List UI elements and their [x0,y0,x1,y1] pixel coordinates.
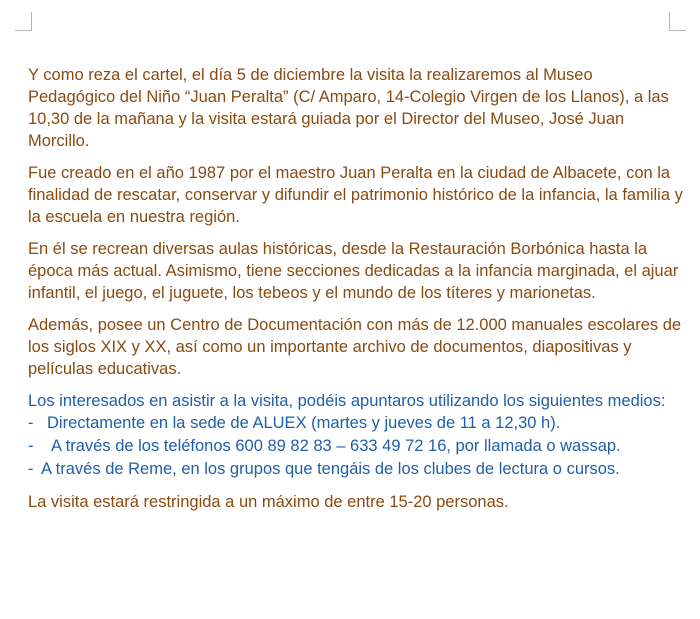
list-item-text: A través de los teléfonos 600 89 82 83 – 633 49 72 16, por llamada o wassap. [51,437,621,455]
list-item [28,458,683,481]
paragraph-visit-details: Y como reza el cartel, el día 5 de diciembre la visita la realizaremos al Museo Pedagógico del Niño “Juan Peralta” (C/ Amparo, 14-Colegio Virgen de los Llanos), a las 10,30 de la mañana y la visita estará guiada por el Director del Museo, José Juan Morcillo. [28,66,669,150]
list-item-text: A través de Reme, en los grupos que tengáis de los clubes de lectura o cursos. [41,460,620,478]
list-item-text: Directamente en la sede de ALUEX (martes y jueves de 11 a 12,30 h). [47,414,561,432]
paragraph-documentation-center: Además, posee un Centro de Documentación con más de 12.000 manuales escolares de los siglos XIX y XX, así como un importante archivo de documentos, diapositivas y películas educativas. [28,316,682,378]
list-bullet: - [28,460,34,478]
list-item [28,412,683,435]
page-corner-mark-right [669,12,686,31]
list-bullet: - [28,437,34,455]
paragraph-museum-origin: Fue creado en el año 1987 por el maestro Juan Peralta en la ciudad de Albacete, con la finalidad de rescatar, conservar y difundir el patrimonio histórico de la infancia, la familia y la escuela en nuestra región. [28,164,683,226]
list-item [28,435,683,458]
registration-methods-list [28,412,683,481]
document-body [28,64,683,523]
page-corner-mark-left [15,12,32,31]
paragraph-capacity-note: La visita estará restringida a un máximo de entre 15-20 personas. [28,493,509,511]
paragraph-museum-sections: En él se recrean diversas aulas históricas, desde la Restauración Borbónica hasta la época más actual. Asimismo, tiene secciones dedicadas a la infancia marginada, el ajuar infantil, el juego, el juguete, los tebeos y el mundo de los títeres y marionetas. [28,240,679,302]
list-bullet: - [28,414,34,432]
registration-intro: Los interesados en asistir a la visita, podéis apuntaros utilizando los siguientes medios: [28,392,666,410]
